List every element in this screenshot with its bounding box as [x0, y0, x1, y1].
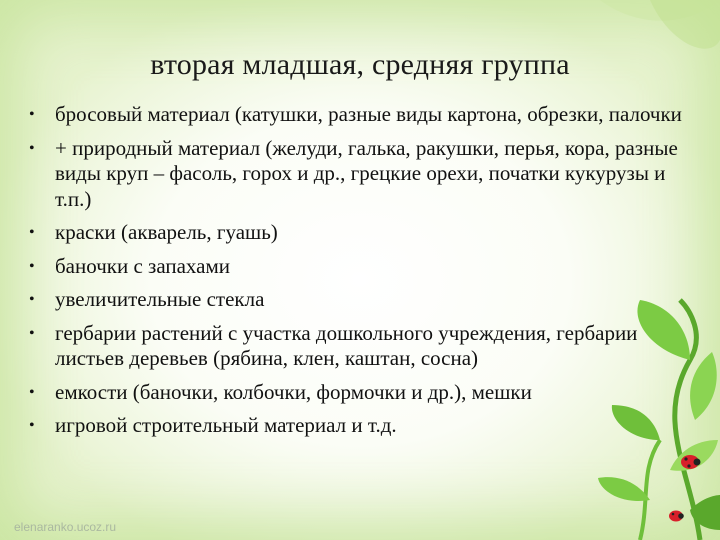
- plant-stem: [640, 440, 660, 540]
- leaf: [598, 477, 650, 501]
- list-item-text: + природный материал (желуди, галька, ракушки, перья, кора, разные виды круп – фасоль, горох и др., грецкие орехи, початки кукурузы и т.п.): [55, 135, 678, 211]
- bullet-icon: •: [29, 257, 35, 275]
- bullet-icon: •: [29, 106, 35, 123]
- bullet-list: [26, 102, 702, 447]
- bullet-icon: •: [29, 417, 35, 434]
- list-item: [26, 380, 702, 406]
- list-item-text: увеличительные стекла: [55, 287, 265, 311]
- slide-title: вторая младшая, средняя группа: [150, 48, 570, 81]
- list-item-text: бросовый материал (катушки, разные виды картона, обрезки, палочки: [55, 102, 682, 126]
- bullet-icon: •: [29, 224, 35, 241]
- bullet-icon: •: [29, 291, 35, 308]
- top-leaf: [600, 0, 720, 21]
- ladybug-icon: [681, 455, 701, 469]
- ladybug-icon: [669, 511, 684, 522]
- bullet-icon: •: [29, 139, 35, 157]
- list-item: [26, 136, 702, 213]
- list-item: [26, 321, 702, 372]
- list-item: [26, 102, 702, 128]
- list-item-text: краски (акварель, гуашь): [55, 220, 278, 244]
- leaf: [690, 495, 720, 530]
- list-item: [26, 413, 702, 439]
- bullet-icon: •: [29, 324, 35, 342]
- list-item: [26, 254, 702, 280]
- list-item: [26, 220, 702, 246]
- list-item-text: игровой строительный материал и т.д.: [55, 413, 397, 437]
- list-item: [26, 287, 702, 313]
- list-item-text: баночки с запахами: [55, 253, 230, 278]
- bullet-icon: •: [29, 383, 35, 401]
- watermark: elenaranko.ucoz.ru: [14, 520, 117, 534]
- top-leaf: [650, 0, 720, 49]
- list-item-text: емкости (баночки, колбочки, формочки и др.), мешки: [55, 379, 532, 404]
- list-item-text: гербарии растений с участка дошкольного учреждения, гербарии листьев деревьев (рябина, клен, каштан, сосна): [55, 320, 638, 370]
